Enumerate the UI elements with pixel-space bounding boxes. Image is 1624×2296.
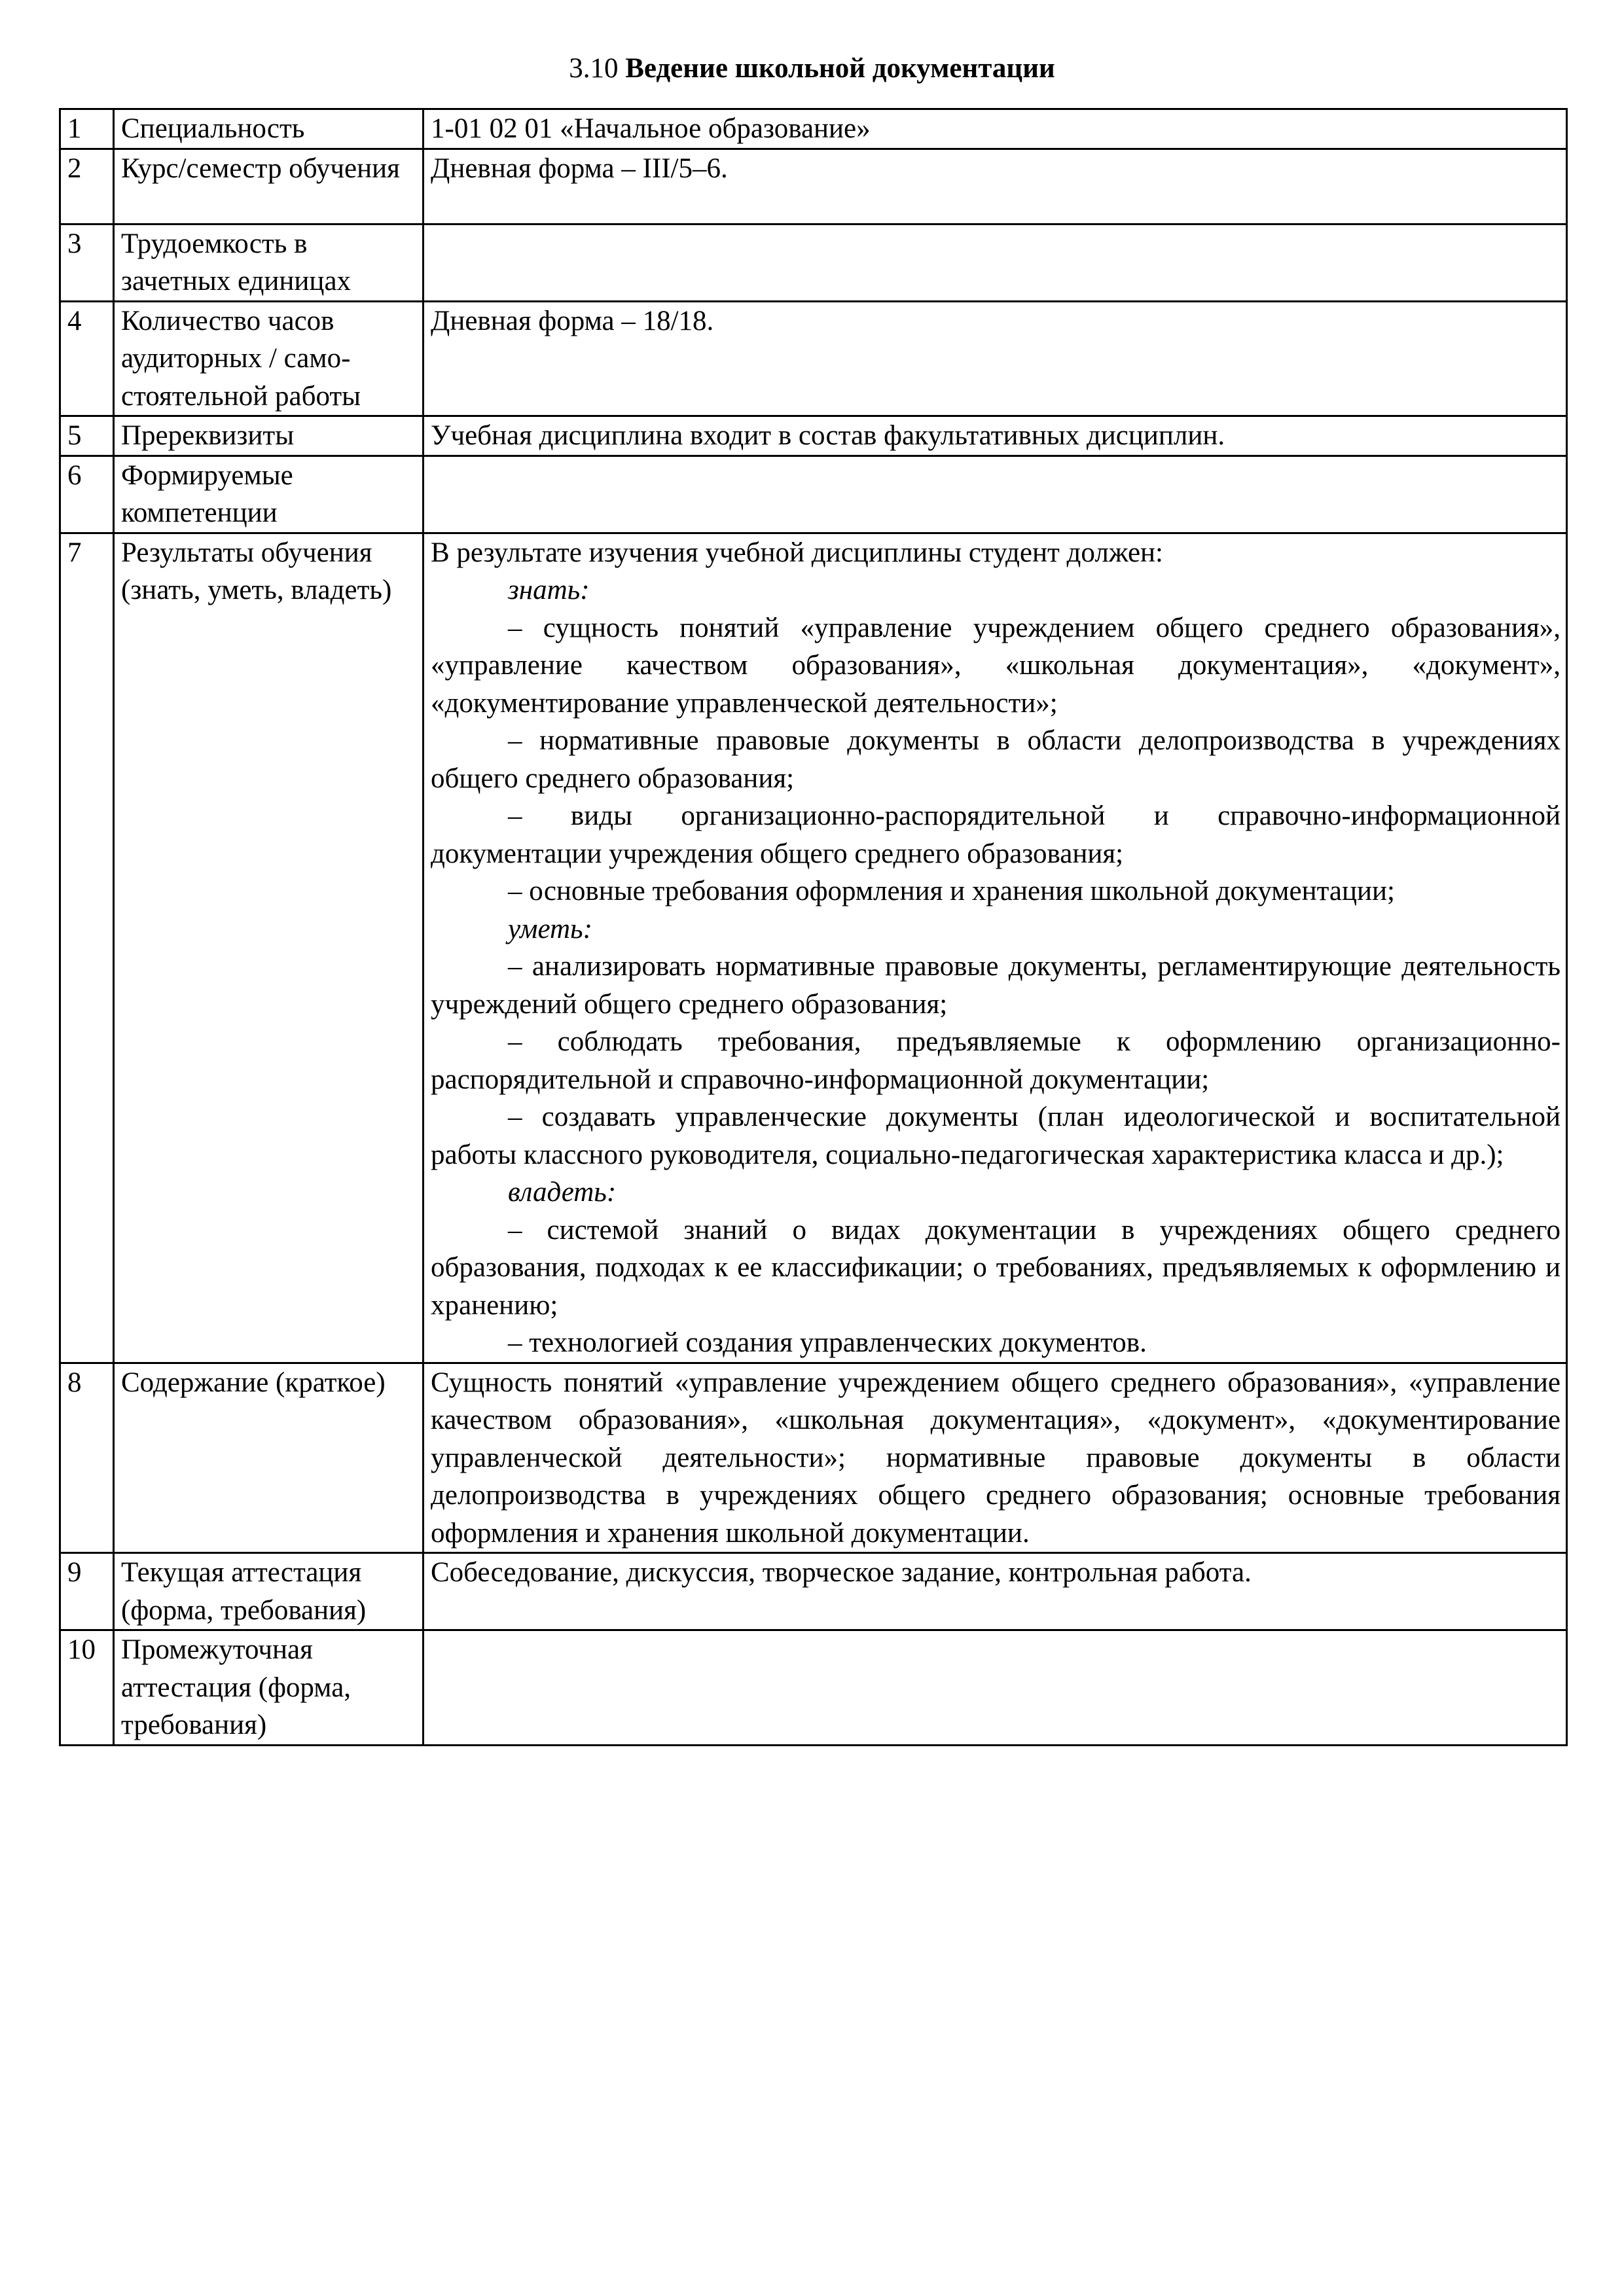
can-item: – создавать управленческие документы (план идеологической и воспитательной работы классного руководителя, социально-педагогическая характеристика класса и др.); <box>431 1102 1561 1170</box>
row-label: Промежуточная аттестация (форма, требования) <box>114 1630 424 1746</box>
row-number: 10 <box>60 1630 114 1746</box>
know-item: – нормативные правовые документы в области делопроизводства в учреждениях общего среднего образования; <box>431 725 1561 794</box>
row-label: Результаты обучения (знать, уметь, владеть) <box>114 533 424 1363</box>
table-row <box>60 301 1567 416</box>
row-label: Количество часов аудиторных / само-стоятельной работы <box>114 301 424 416</box>
know-item: – сущность понятий «управление учреждением общего среднего образования», «управление качеством образования», «школьная документация», «документ», «документирование управленческой деятельности»; <box>431 612 1561 719</box>
row-label: Пререквизиты <box>114 416 424 456</box>
row-value: Собеседование, дискуссия, творческое задание, контрольная работа. <box>424 1553 1567 1630</box>
row-number: 4 <box>60 301 114 416</box>
row-label: Трудоемкость в зачетных единицах <box>114 224 424 301</box>
row-label: Содержание (краткое) <box>114 1363 424 1553</box>
know-item: – виды организационно-распорядительной и справочно-информационной документации учреждения общего среднего образования; <box>431 800 1561 869</box>
row-number: 3 <box>60 224 114 301</box>
row-number: 2 <box>60 149 114 224</box>
section-number: 3.10 <box>569 53 619 84</box>
table-row <box>60 1363 1567 1553</box>
row-value <box>424 224 1567 301</box>
row-label: Курс/семестр обучения <box>114 149 424 224</box>
know-heading: знать: <box>508 575 590 605</box>
row-value: Дневная форма – III/5–6. <box>424 149 1567 224</box>
learning-outcomes <box>424 533 1567 1363</box>
own-item: – технологией создания управленческих документов. <box>508 1327 1147 1358</box>
row-number: 6 <box>60 456 114 533</box>
row-value <box>424 456 1567 533</box>
row-number: 5 <box>60 416 114 456</box>
section-name: Ведение школьной документации <box>625 53 1055 84</box>
know-item: – основные требования оформления и хранения школьной документации; <box>508 876 1396 906</box>
table-row <box>60 1630 1567 1746</box>
own-item: – системой знаний о видах документации в учреждениях общего среднего образования, подходах к ее классификации; о требованиях, предъявляемых к оформлению и хранению; <box>431 1214 1561 1321</box>
row-label: Формируемые компетенции <box>114 456 424 533</box>
row-number: 1 <box>60 109 114 149</box>
row-number: 7 <box>60 533 114 1363</box>
row-value: Сущность понятий «управление учреждением общего среднего образования», «управление качеством образования», «школьная документация», «документ», «документирование управленческой деятельности»; нормативные правовые документы в области делопроизводства в учреждениях общего среднего образования; основные требования оформления и хранения школьной документации. <box>424 1363 1567 1553</box>
row-label: Специальность <box>114 109 424 149</box>
can-heading: уметь: <box>508 913 592 944</box>
table-row <box>60 149 1567 224</box>
table-row <box>60 1553 1567 1630</box>
page-title <box>0 52 1624 85</box>
discipline-info-table <box>59 108 1568 1746</box>
can-item: – анализировать нормативные правовые документы, регламентирующие деятельность учреждений общего среднего образования; <box>431 951 1561 1020</box>
row-value: Дневная форма – 18/18. <box>424 301 1567 416</box>
row-number: 9 <box>60 1553 114 1630</box>
table-row <box>60 109 1567 149</box>
outcomes-intro: В результате изучения учебной дисциплины студент должен: <box>431 537 1164 568</box>
row-number: 8 <box>60 1363 114 1553</box>
row-value <box>424 1630 1567 1746</box>
table-row <box>60 416 1567 456</box>
table-row <box>60 456 1567 533</box>
own-heading: владеть: <box>508 1177 617 1208</box>
table-row <box>60 224 1567 301</box>
row-label: Текущая аттестация (форма, требования) <box>114 1553 424 1630</box>
row-value: Учебная дисциплина входит в состав факультативных дисциплин. <box>424 416 1567 456</box>
table-row <box>60 533 1567 1363</box>
can-item: – соблюдать требования, предъявляемые к оформлению организационно-распорядительной и справочно-информационной документации; <box>431 1026 1561 1095</box>
row-value: 1-01 02 01 «Начальное образование» <box>424 109 1567 149</box>
